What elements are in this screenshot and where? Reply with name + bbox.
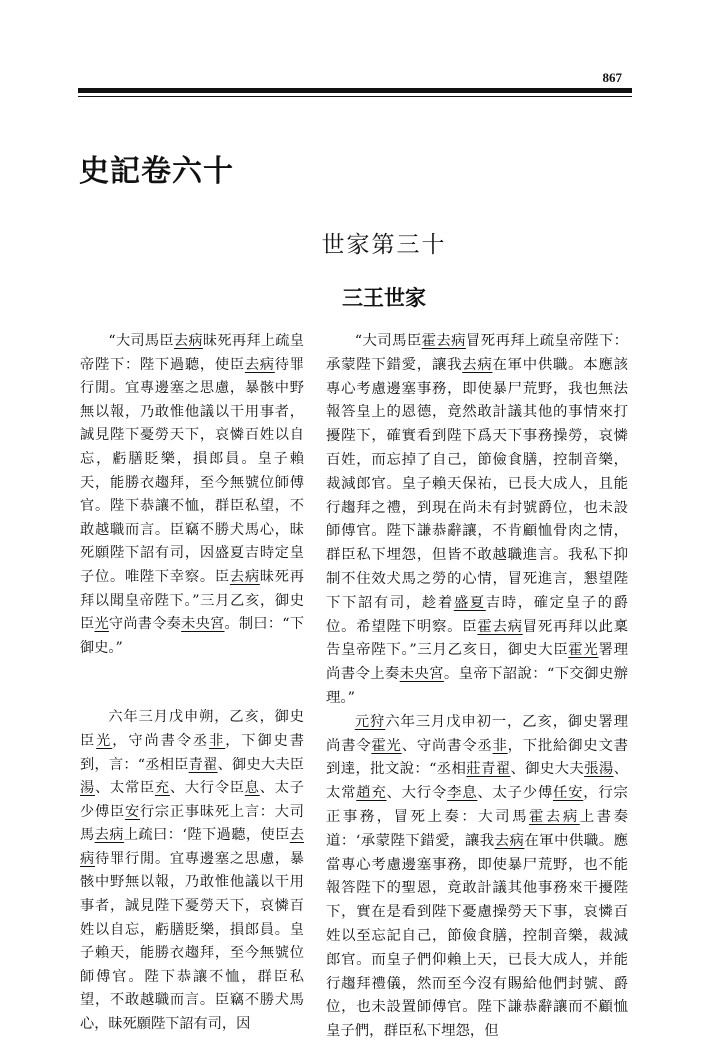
text-run: 六年三月戊申朔，乙亥，御史臣 — [80, 709, 304, 749]
underlined-name: 任安 — [553, 785, 584, 802]
text-run: 、太子少傅臣 — [80, 780, 304, 820]
underlined-name: 霍去病 — [477, 618, 523, 635]
text-run: 在軍中供職。應當專心考慮邊塞事務，即使暴尸荒野，也不能報答陛下的聖恩，竟敢計議其他事務來干擾陛下，實在是看到陛下憂慮操勞天下事，哀憐百姓以至忘記自己，節儉食膳，控制音樂，裁減郎官。而皇子們仰賴上天，已長大成人，并能行趨拜禮儀，然而至今沒有賜給他們封號、爵位，也未設置師傅官。陛下謙恭辭讓而不顧恤皇子們，群臣私下埋怨，但 — [326, 832, 628, 1040]
underlined-name: 盛夏 — [453, 594, 486, 611]
translation-column — [326, 330, 628, 1044]
underlined-name: 霍光 — [371, 737, 402, 754]
text-run: 上疏曰：‘陛下過聽，使臣 — [123, 827, 290, 844]
underlined-name: 安 — [124, 803, 140, 820]
text-run: 、大行令臣 — [169, 780, 245, 797]
text-run: 、太常臣 — [94, 780, 155, 797]
text-run: ，守尚書令丞 — [112, 732, 210, 749]
text-run: 守尚書令奏 — [108, 616, 182, 633]
underlined-name: 去病 — [462, 356, 493, 373]
underlined-name: 青翟 — [188, 756, 218, 773]
text-run: 。皇帝下詔說：“下交御史辦理。” — [326, 666, 628, 706]
underlined-name: 去病 — [94, 827, 124, 844]
text-run: 上書奏道：‘承蒙陛下錯愛，讓我 — [326, 808, 628, 849]
underlined-name: 莊青翟 — [466, 761, 511, 778]
text-run: 、太常 — [326, 761, 628, 802]
text-run: “大司馬臣 — [108, 333, 174, 349]
text-run: ，下批給御史文書到達，批文說：“丞相 — [326, 737, 628, 778]
text-run: ，行宗正事務，冒死上奏：大司馬 — [326, 785, 628, 825]
underlined-name: 非 — [492, 737, 508, 754]
underlined-name: 光 — [96, 732, 113, 749]
underlined-name: 去病 — [173, 333, 203, 349]
text-run: 冒死再拜以此稟告皇帝陛下。”三月乙亥日，御史大臣 — [326, 618, 628, 659]
translation-paragraph-1 — [326, 330, 628, 711]
text-run: 冒死再拜上疏皇帝陛下：承蒙陛下錯愛，讓我 — [326, 333, 628, 373]
text-run: 待罪行閒。宜專邊塞之思慮，暴骸中野無以報，乃敢惟他議以干用事者，誠見陛下憂勞天下，哀憐百姓以自忘，虧膳貶樂，損郎員。皇子賴天，能勝衣趨拜，至今無號位師傅官。陛下恭讓不恤，群臣私望，不敢越職而言。臣竊不勝犬馬心，昧死願陛下詔有司，因 — [80, 850, 304, 1033]
text-run: 。制曰：“下御史。” — [80, 616, 304, 656]
underlined-name: 光 — [94, 616, 109, 633]
text-run: 在軍中供職。本應該專心考慮邊塞事務，即使暴尸荒野，我也無法報答皇上的恩德，竟然敢計議其他的事情來打擾陛下，確實看到陛下爲天下事務操勞，哀憐百姓，而忘掉了自己，節儉食膳，控制音樂，裁減郎官。皇子賴天保祐，已長大成人，且能行趨拜之禮，到現在尚未有封號爵位，也未設師傅官。陛下謙恭辭讓，不肯顧恤骨肉之情，群臣私下埋怨，但皆不敢越職進言。我私下抑制不住效犬馬之勞的心情，冒死進言，懇望陛下下詔有司，趁着 — [326, 356, 628, 611]
underlined-name: 霍去病 — [529, 808, 580, 825]
original-text-column — [80, 330, 304, 1037]
underlined-name: 趙充 — [356, 785, 387, 802]
underlined-name: 元狩 — [354, 713, 386, 730]
underlined-name: 去病 — [494, 832, 525, 849]
text-run: 行宗正事昧死上言：大司馬 — [80, 803, 304, 844]
original-paragraph-2 — [80, 706, 304, 1036]
underlined-name: 充 — [154, 780, 170, 797]
text-run: 、御史大夫臣 — [217, 756, 304, 773]
underlined-name: 湯 — [80, 780, 95, 797]
text-run: 吉時，確定皇子的爵位。希望陛下明察。臣 — [326, 594, 628, 635]
underlined-name: 去病 — [229, 568, 260, 585]
section-title: 世家第三十 — [321, 232, 447, 258]
underlined-name: 去病 — [80, 827, 304, 867]
underlined-name: 霍去病 — [421, 333, 466, 349]
underlined-name: 李息 — [447, 785, 478, 802]
header-rule — [78, 88, 632, 93]
translation-paragraph-2 — [326, 711, 628, 1044]
text-run: 、御史大夫 — [510, 761, 585, 778]
text-run: 待罪行閒。宜專邊塞之思慮，暴骸中野無以報，乃敢惟他議以干用事者，誠見陛下憂勞天下，哀憐百姓以自忘，虧膳貶樂，損郎員。皇子賴天，能勝衣趨拜，至今無號位師傅官。陛下恭讓不恤，群臣私望，不敢越職而言。臣竊不勝犬馬心，昧死願陛下詔有司，因盛夏吉時定皇子位。唯陛下幸察。臣 — [80, 356, 304, 585]
underlined-name: 非 — [209, 732, 226, 749]
volume-title: 史記卷六十 — [79, 154, 234, 189]
text-run: 署理尚書令上奏 — [326, 642, 628, 683]
text-run: “大司馬臣 — [354, 333, 422, 349]
text-run: 、太子少傅 — [477, 785, 553, 802]
page-number: 867 — [602, 70, 622, 85]
underlined-name: 息 — [244, 780, 260, 797]
text-run: 六年三月戊申初一，乙亥，御史署理尚書令 — [326, 713, 628, 754]
underlined-name: 未央宮 — [399, 666, 444, 683]
text-run: 、大行令 — [386, 785, 448, 802]
text-run: 昧死再拜以聞皇帝陛下。”三月乙亥，御史臣 — [80, 568, 304, 633]
underlined-name: 未央宮 — [181, 616, 225, 633]
underlined-name: 張湯 — [584, 761, 614, 778]
original-paragraph-1 — [80, 330, 304, 660]
text-run: 昧死再拜上疏皇帝陛下：陛下過聽，使臣 — [80, 333, 304, 373]
underlined-name: 霍光 — [568, 642, 599, 659]
paragraph-gap — [80, 660, 304, 706]
chapter-title: 三王世家 — [342, 286, 426, 310]
text-run: 、守尚書令丞 — [401, 737, 493, 754]
text-run: ，下御史書到，言：“丞相臣 — [80, 732, 304, 773]
underlined-name: 去病 — [244, 356, 275, 373]
